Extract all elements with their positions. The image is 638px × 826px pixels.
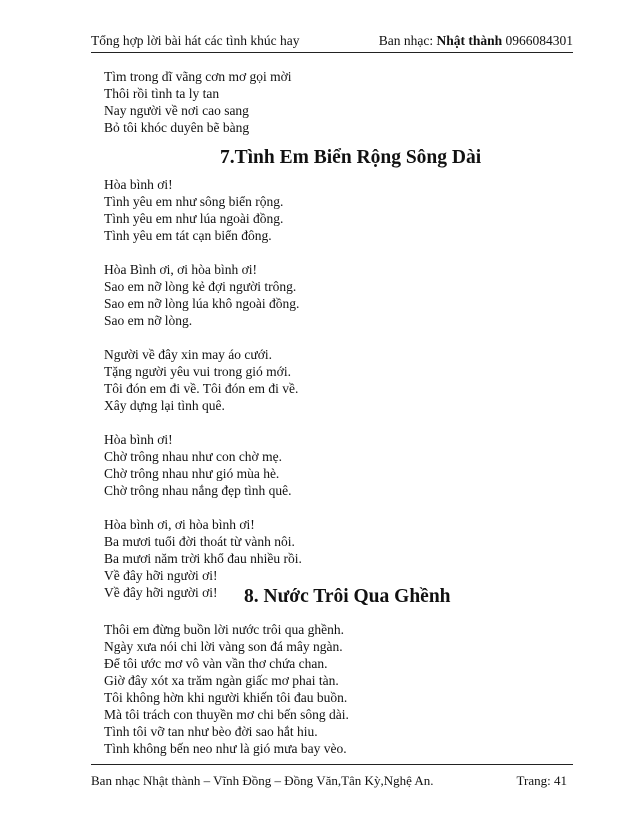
footer-divider: [91, 764, 573, 765]
page-number: Trang: 41: [516, 773, 567, 788]
song-title-7: 7.Tình Em Biển Rộng Sông Dài: [220, 147, 482, 168]
lyrics-body: [104, 68, 574, 757]
lyric-line: Tình yêu em tát cạn biển đông.: [104, 228, 272, 243]
lyric-line: Sao em nỡ lòng.: [104, 313, 193, 328]
song7-stanza-2: [104, 261, 574, 329]
lyric-line: Ba mươi tuổi đời thoát từ vành nôi.: [104, 534, 295, 549]
lyric-line: Thôi em đừng buồn lời nước trôi qua ghềnh.: [104, 622, 345, 637]
lyric-line: Tôi đón em đi về. Tôi đón em đi về.: [104, 381, 299, 396]
lyric-line: Bỏ tôi khóc duyên bẽ bàng: [104, 120, 250, 135]
lyric-line: Xây dựng lại tình quê.: [104, 398, 225, 413]
header-band-label: Ban nhạc:: [378, 33, 437, 48]
lyric-line: Về đây hỡi người ơi!: [104, 585, 218, 600]
lyric-line: Thôi rồi tình ta ly tan: [104, 86, 220, 101]
lyric-line: Tôi không hờn khi người khiến tôi đau buồn.: [104, 690, 348, 705]
lyric-line: Nay người về nơi cao sang: [104, 103, 249, 118]
lyric-line: Hòa bình ơi!: [104, 177, 173, 192]
header-band-name: Nhật thành: [436, 33, 503, 48]
lyric-line: Chờ trông nhau nắng đẹp tình quê.: [104, 483, 292, 498]
lyric-line: Về đây hỡi người ơi!: [104, 568, 218, 583]
lyric-line: Chờ trông nhau như gió mùa hè.: [104, 466, 280, 481]
lyric-line: Giờ đây xót xa trăm ngàn giấc mơ phai tàn.: [104, 673, 339, 688]
lyric-line: Hòa Bình ơi, ơi hòa bình ơi!: [104, 262, 258, 277]
lyric-line: Tìm trong dĩ vãng cơn mơ gọi mời: [104, 69, 292, 84]
lyric-line: Ngày xưa nói chi lời vàng son đá mây ngàn.: [104, 639, 343, 654]
lyric-line: Tặng người yêu vui trong gió mới.: [104, 364, 291, 379]
lyric-line: Người về đây xin may áo cưới.: [104, 347, 272, 362]
lyric-line: Để tôi ước mơ vô vàn vần thơ chứa chan.: [104, 656, 328, 671]
lyric-line: Sao em nỡ lòng kẻ đợi người trông.: [104, 279, 297, 294]
lyric-line: Hòa bình ơi, ơi hòa bình ơi!: [104, 517, 255, 532]
song7-stanza-3: [104, 346, 574, 414]
lyric-line: Chờ trông nhau như con chờ mẹ.: [104, 449, 282, 464]
header-divider: [91, 52, 573, 53]
song7-stanza-4: [104, 431, 574, 499]
song7-stanza-1: [104, 176, 574, 244]
lyric-line: Tình yêu em như lúa ngoài đồng.: [104, 211, 284, 226]
lyric-line: Tình tôi vỡ tan như bèo đời sao hắt hiu.: [104, 724, 318, 739]
lyric-line: Ba mươi năm trời khổ đau nhiều rồi.: [104, 551, 302, 566]
page-header: [91, 31, 573, 49]
song8-stanza-1: [104, 621, 574, 757]
lyric-line: Mà tôi trách con thuyền mơ chi bến sông dài.: [104, 707, 349, 722]
lyric-line: Sao em nỡ lòng lúa khô ngoài đồng.: [104, 296, 300, 311]
song-title-8: 8. Nước Trôi Qua Ghềnh: [244, 586, 451, 607]
intro-stanza: [104, 68, 574, 136]
header-title: Tổng hợp lời bài hát các tình khúc hay: [91, 33, 300, 48]
header-phone: 0966084301: [502, 33, 573, 48]
lyric-line: Hòa bình ơi!: [104, 432, 173, 447]
lyric-line: Tình không bến neo như là gió mưa bay vèo.: [104, 741, 347, 756]
lyric-line: Tình yêu em như sông biển rộng.: [104, 194, 284, 209]
footer-address: Ban nhạc Nhật thành – Vĩnh Đồng – Đồng Văn,Tân Kỳ,Nghệ An.: [91, 773, 434, 788]
header-band-info: [379, 33, 573, 49]
